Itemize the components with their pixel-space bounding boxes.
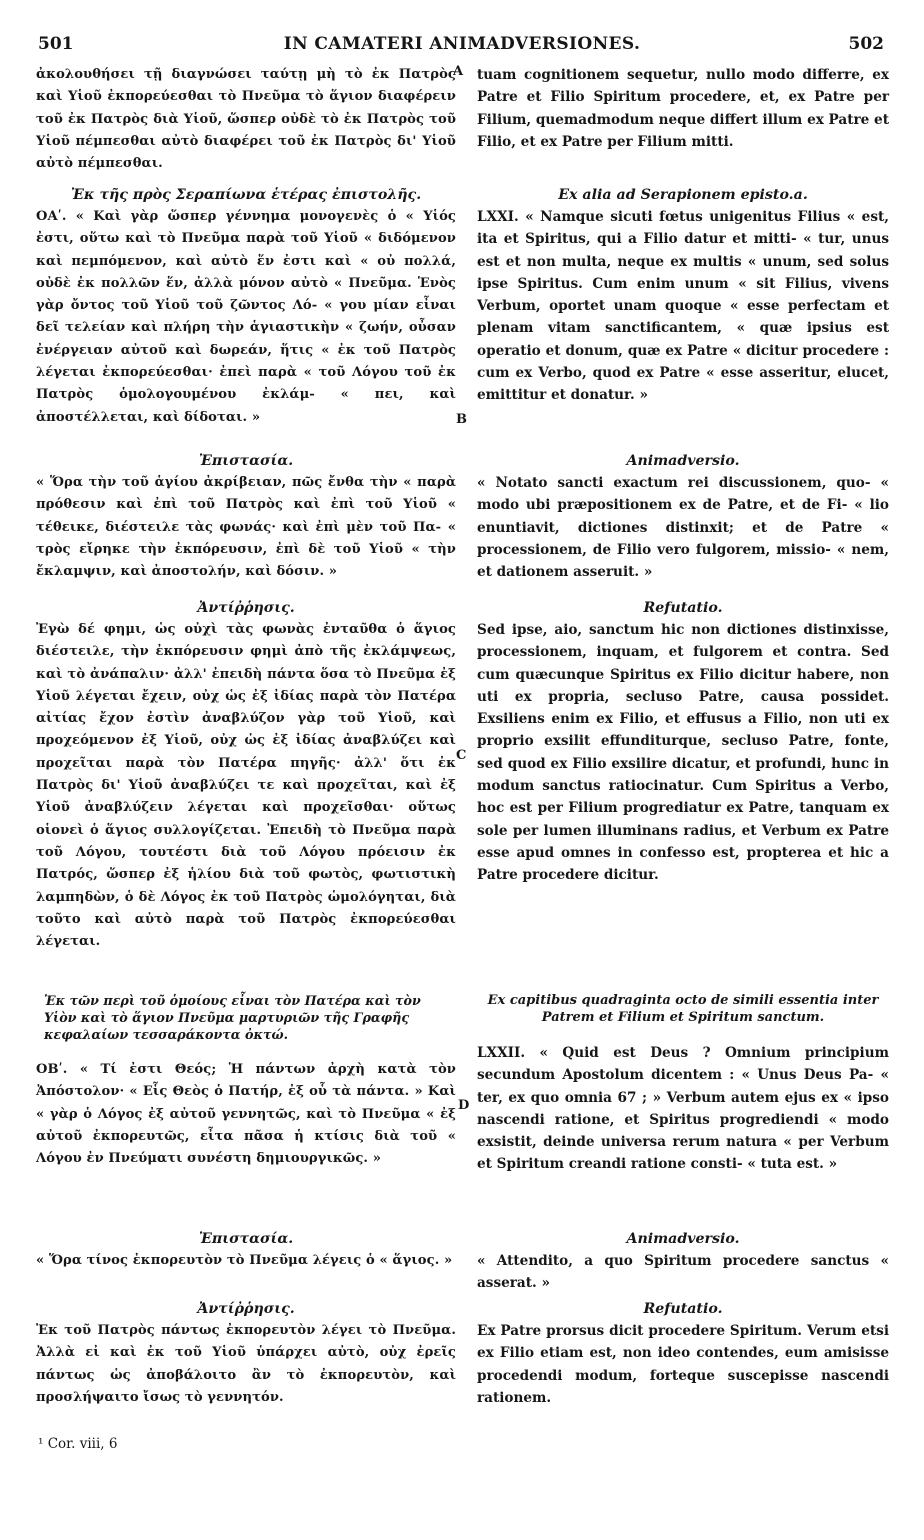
latin-paragraph-animadversio-2: « Attendito, a quo Spiritum procedere sanctus « asserat. »: [477, 1253, 889, 1292]
greek-heading-serapion: Ἐκ τῆς πρὸς Σεραπίωνα ἑτέρας ἐπιστολῆς.: [70, 187, 422, 203]
latin-section-refutatio-2: [477, 1298, 889, 1409]
greek-paragraph-antirrhesis: Ἐγὼ δέ φημι, ὡς οὐχὶ τὰς φωνὰς ἐνταῦθα ὁ ἅγιος διέστειλε, τὴν ἐκπόρευσιν φημὶ ἀπὸ τῆς ἐκλάμψεως, καὶ τὸ ἀνάπαλιν· ἀλλ' ἐπειδὴ πάντα ὅσα τὸ Πνεῦμα ἐξ Υἱοῦ λέγεται ἔχειν, οὐχ ὡς ἐξ ἰδίας παρὰ τὸν Πατέρα αἰτίας ἔχον ἐστὶν ἀναβλύζον γὰρ τοῦ Υἱοῦ, καὶ προχεόμενον ἐξ Υἱοῦ, οὐχ ὡς ἐξ ἰδίας ἀναβλύζει καὶ προχεῖται παρὰ τὸν Πατέρα πηγῆς· ἀλλ' ὅτι ἐκ Πατρὸς δι' Υἱοῦ ἀναβλύζει τε καὶ προχεῖται, καὶ ἐξ Υἱοῦ ἀναβλύζειν λέγεται καὶ προχεῖσθαι· οὕτως οἱονεὶ ὁ ἅγιος συλλογίζεται. Ἐπειδὴ τὸ Πνεῦμα παρὰ τοῦ Λόγου, τουτέστι διὰ τοῦ Λόγου πρόεισιν ἐκ Πατρός, ὥσπερ ἐξ ἡλίου διὰ τοῦ φωτὸς, φωτιστικὴ λαμπηδὼν, ὁ δὲ Λόγος ἐκ τοῦ Πατρὸς ὡμολόγηται, διὰ τοῦτο καὶ αὐτὸ παρὰ τοῦ Πατρὸς ἐκπορεύεσθαι λέγεται.: [36, 622, 456, 950]
latin-heading-refutatio: Refutatio.: [643, 600, 723, 616]
latin-section-serapion: [477, 184, 889, 407]
latin-intro-text: tuam cognitionem sequetur, nullo modo differre, ex Patre et Filio Spiritum procedere, et, ex Patre per Filium, quemadmodum neque differt illum ex Patre et Filio, et ex Patre per Filium mitti.: [477, 67, 889, 150]
margin-letter-a: A: [453, 64, 464, 79]
latin-heading-capitibus: Ex capitibus quadraginta octo de simili essentia inter Patrem et Filium et Spiritum sanctum.: [487, 993, 879, 1025]
latin-paragraph-animadversio: « Notato sancti exactum rei discussionem, quo- « modo ubi præpositionem ex de Patre, et de Fi- « lio enuntiavit, dictiones distinxit; et de Patre « processionem, de Filio vero fulgorem, missio- « nem, et dationem asseruit. »: [477, 475, 889, 581]
latin-paragraph-72: LXXII. « Quid est Deus ? Omnium principium secundum Apostolum dicentem : « Unus Deus Pa- « ter, ex quo omnia 67 ; » Verbum autem ejus ex « ipso nascendi ratione, et Spiritus progrediendi « modo exsistit, deinde universa rerum natura « per Verbum et Spiritum creandi ratione consti- « tuta est. »: [477, 1045, 889, 1173]
greek-paragraph-epistasia-2: « Ὅρα τίνος ἐκπορευτὸν τὸ Πνεῦμα λέγεις ὁ « ἅγιος. »: [36, 1253, 453, 1268]
latin-paragraph-refutatio-2: Ex Patre prorsus dicit procedere Spiritum. Verum etsi ex Filio etiam est, non ideo contendes, eum amisisse procedendi modum, forteque suscepisse nascendi rationem.: [477, 1323, 889, 1406]
footnote: ¹ Cor. viii, 6: [38, 1436, 118, 1452]
latin-heading-animadversio-2: Animadversio.: [626, 1231, 740, 1247]
latin-section-refutatio: [477, 597, 889, 887]
greek-paragraph-antirrhesis-2: Ἐκ τοῦ Πατρὸς πάντως ἐκπορευτὸν λέγει τὸ Πνεῦμα. Ἀλλὰ εἰ καὶ ἐκ τοῦ Υἱοῦ ὑπάρχει αὐτὸ, οὐχ ἐρεῖς πάντως ὡς ἀποβάλοιτο ἂν τὸ ἐκπορευτὸν, καὶ προσλήψαιτο ἴσως τὸ γεννητόν.: [36, 1323, 456, 1405]
margin-letter-c: C: [456, 748, 467, 763]
latin-section-capitibus: [477, 992, 889, 1176]
page-number-right: 502: [848, 34, 884, 54]
greek-paragraph-72: ΟΒʹ. « Τί ἐστι Θεός; Ἡ πάντων ἀρχὴ κατὰ τὸν Ἀπόστολον· « Εἷς Θεὸς ὁ Πατήρ, ἐξ οὗ τὰ πάντα. » Καὶ « γὰρ ὁ Λόγος ἐξ αὐτοῦ γεννητῶς, καὶ τὸ Πνεῦμα « ἐξ αὐτοῦ ἐκπορευτῶς, εἶτα πᾶσα ἡ κτίσις διὰ τοῦ « Λόγου ἐν Πνεύματι συνέστη δημιουργικῶς. »: [36, 1062, 456, 1167]
greek-intro-text: ἀκολουθήσει τῇ διαγνώσει ταύτῃ μὴ τὸ ἐκ Πατρὸς καὶ Υἱοῦ ἐκπορεύεσθαι τὸ Πνεῦμα τὸ ἅγιον διαφέρειν τοῦ ἐκ Πατρὸς διὰ Υἱοῦ, ὥσπερ οὐδὲ τὸ ἐκ Πατρὸς τοῦ Υἱοῦ πέμπεσθαι αὐτὸ διαφέρει τοῦ ἐκ Πατρὸς δι' Υἱοῦ αὐτὸ πέμπεσθαι.: [36, 67, 456, 172]
running-title: IN CAMATERI ANIMADVERSIONES.: [283, 34, 641, 54]
greek-section-kephalaia: [36, 992, 456, 1170]
greek-heading-antirrhesis-2: Ἀντίῤῥησις.: [197, 1301, 295, 1317]
latin-heading-animadversio: Animadversio.: [626, 453, 740, 469]
latin-paragraph-refutatio: Sed ipse, aio, sanctum hic non dictiones distinxisse, processionem, inquam, et fulgorem et contra. Sed cum quæcunque Spiritus ex Filio dicitur habere, non uti ex propria, secluso Patre, causa possidet. Exsiliens enim ex Filio, et effusus a Filio, non uti ex proprio exsilit effunditurque, secluso Patre, fonte, sed quod ex Filio exsilire dicatur, et profundi, hunc in modum sanctus ratiocinatur. Cum Spiritus a Verbo, hoc est per Filium progrediatur ex Patre, tanquam ex sole per lumen illuminans radius, et Verbum ex Patre esse apud omnes in confesso est, propterea et hic a Patre procedere dicitur.: [477, 622, 889, 884]
latin-paragraph-71: LXXI. « Namque sicuti fœtus unigenitus Filius « est, ita et Spiritus, qui a Filio datur et mitti- « tur, unus est et non multa, neque ex multis « unum, sed solus ipse Spiritus. Cum enim unum « sit Filius, vivens Verbum, oportet unam quoque « esse perfectam et plenam vitam sanctificantem, « quæ ipsius est operatio et donum, quæ ex Patre « dicitur procedere : cum ex Verbo, quod ex Patre « esse asseritur, elucet, emittitur et donatur. »: [477, 209, 889, 404]
greek-paragraph-71: ΟΑʹ. « Καὶ γὰρ ὥσπερ γέννημα μονογενὲς ὁ « Υἱός ἐστι, οὕτω καὶ τὸ Πνεῦμα παρὰ τοῦ Υἱοῦ « διδόμενον καὶ πεμπόμενον, καὶ αὐτὸ ἕν ἐστι καὶ « οὐ πολλά, οὐδὲ ἐκ πολλῶν ἕν, ἀλλὰ μόνον αὐτὸ « Πνεῦμα. Ἑνὸς γὰρ ὄντος τοῦ Υἱοῦ τοῦ ζῶντος Λό- « γου μίαν εἶναι δεῖ τελείαν καὶ πλήρη τὴν ἁγιαστικὴν « ζωήν, οὖσαν ἐνέργειαν αὐτοῦ καὶ δωρεάν, ἥτις « ἐκ τοῦ Πατρὸς λέγεται ἐκπορεύεσθαι· ἐπεὶ παρὰ « τοῦ Λόγου τοῦ ἐκ Πατρὸς ὁμολογουμένου ἐκλάμ- « πει, καὶ ἀποστέλλεται, καὶ δίδοται. »: [36, 209, 456, 425]
greek-section-epistasia: [36, 450, 456, 583]
greek-section-epistasia-2: [36, 1228, 456, 1272]
greek-heading-kephalaia: Ἐκ τῶν περὶ τοῦ ὁμοίους εἶναι τὸν Πατέρα καὶ τὸν Υἱὸν καὶ τὸ ἅγιον Πνεῦμα μαρτυριῶν τῆς Γραφῆς κεφαλαίων τεσσαράκοντα ὀκτώ.: [44, 993, 421, 1042]
greek-heading-antirrhesis: Ἀντίῤῥησις.: [197, 600, 295, 616]
greek-paragraph-epistasia: « Ὅρα τὴν τοῦ ἁγίου ἀκρίβειαν, πῶς ἔνθα τὴν « παρὰ πρόθεσιν καὶ ἐπὶ τοῦ Πατρὸς καὶ ἐπὶ τοῦ Υἱοῦ « τέθεικε, διέστειλε τὰς φωνάς· καὶ ἐπὶ μὲν τοῦ Πα- « τρὸς εἴρηκε τὴν ἐκπόρευσιν, ἐπὶ δὲ τοῦ Υἱοῦ « τὴν ἔκλαμψιν, καὶ ἀποστολήν, καὶ δόσιν. »: [36, 475, 456, 580]
latin-intro: [477, 64, 889, 153]
latin-heading-refutatio-2: Refutatio.: [643, 1301, 723, 1317]
margin-letter-b: B: [456, 412, 467, 427]
page-number-left: 501: [38, 34, 74, 54]
greek-intro: [36, 64, 456, 175]
greek-heading-epistasia-2: Ἐπιστασία.: [198, 1231, 294, 1247]
latin-section-animadversio: [477, 450, 889, 583]
greek-section-antirrhesis: [36, 597, 456, 953]
greek-section-serapion: [36, 184, 456, 429]
greek-section-antirrhesis-2: [36, 1298, 456, 1409]
greek-heading-epistasia: Ἐπιστασία.: [198, 453, 294, 469]
latin-section-animadversio-2: [477, 1228, 889, 1295]
margin-letter-d: D: [458, 1098, 470, 1113]
latin-heading-serapion: Ex alia ad Serapionem episto.a.: [558, 187, 808, 203]
